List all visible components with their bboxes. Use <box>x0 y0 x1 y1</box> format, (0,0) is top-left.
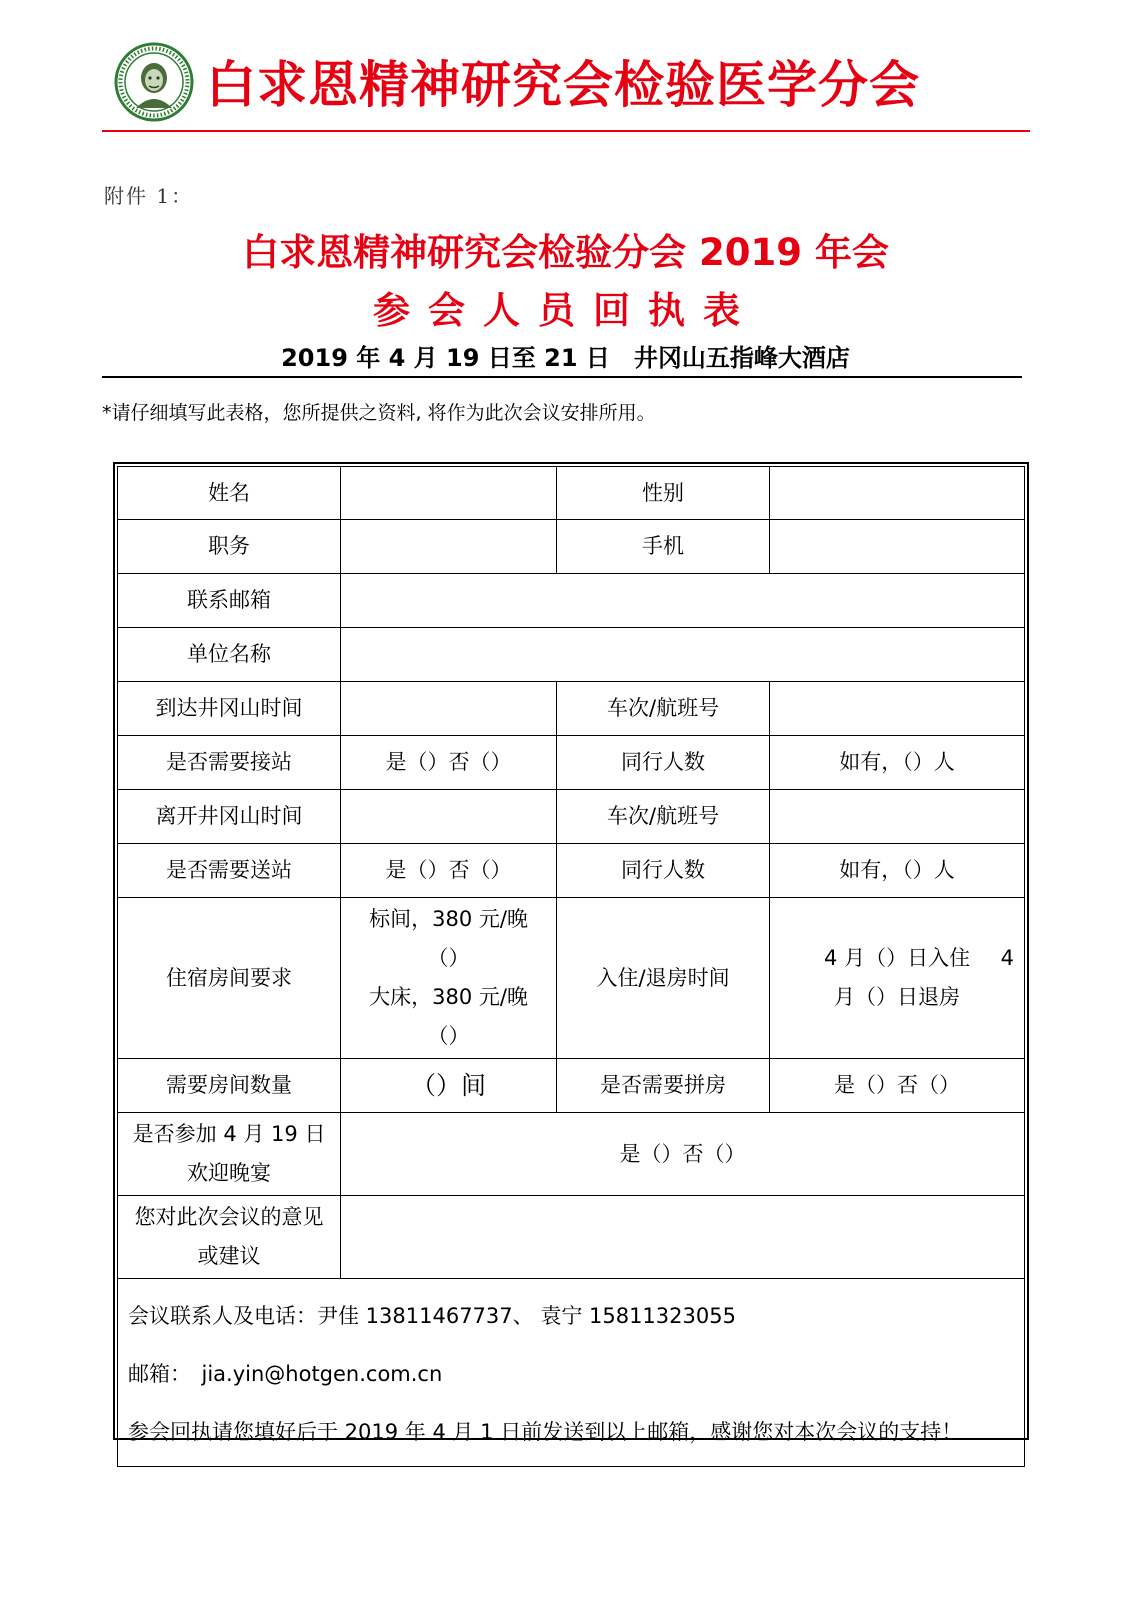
organization-label: 单位名称 <box>118 628 341 682</box>
departure-train-field[interactable] <box>770 790 1025 844</box>
feedback-label-line1: 您对此次会议的意见 <box>134 1205 324 1229</box>
submission-reminder: 参会回执请您填好后于 2019 年 4 月 1 日前发送到以上邮箱，感谢您对本次会议的支持！ <box>128 1420 963 1444</box>
room-option-standard-mark[interactable]: （） <box>427 946 470 970</box>
checkin-label: 入住/退房时间 <box>556 898 769 1059</box>
banquet-label-line2: 欢迎晚宴 <box>187 1161 272 1185</box>
dropoff-choice[interactable]: 是（）否（） <box>341 844 557 898</box>
room-option-king: 大床，380 元/晚 <box>369 985 528 1009</box>
departure-companions-field[interactable]: 如有，（）人 <box>770 844 1025 898</box>
contact-line: 会议联系人及电话：尹佳 13811467737、 袁宁 15811323055 <box>128 1304 736 1328</box>
organization-field[interactable] <box>341 628 1025 682</box>
gender-label: 性别 <box>556 467 769 520</box>
arrival-companions-field[interactable]: 如有，（）人 <box>770 736 1025 790</box>
mobile-label: 手机 <box>556 520 769 574</box>
banquet-label-line1: 是否参加 4 月 19 日 <box>132 1122 326 1146</box>
banquet-choice[interactable]: 是（）否（） <box>341 1113 1025 1196</box>
room-count-label: 需要房间数量 <box>118 1059 341 1113</box>
mobile-field[interactable] <box>770 520 1025 574</box>
checkin-tail: 4 <box>1000 946 1014 970</box>
arrival-time-label: 到达井冈山时间 <box>118 682 341 736</box>
position-label: 职务 <box>118 520 341 574</box>
departure-time-label: 离开井冈山时间 <box>118 790 341 844</box>
departure-companions-label: 同行人数 <box>556 844 769 898</box>
feedback-field[interactable] <box>341 1196 1025 1279</box>
document-subtitle: 参会人员回执表 <box>373 289 758 332</box>
arrival-train-field[interactable] <box>770 682 1025 736</box>
room-option-king-mark[interactable]: （） <box>427 1024 470 1048</box>
departure-train-label: 车次/航班号 <box>556 790 769 844</box>
feedback-label-line2: 或建议 <box>197 1244 261 1268</box>
position-field[interactable] <box>341 520 557 574</box>
registration-form <box>113 462 1029 1444</box>
room-count-field[interactable]: （）间 <box>341 1059 557 1113</box>
organization-name: 白求恩精神研究会检验医学分会 <box>206 56 920 114</box>
pickup-label: 是否需要接站 <box>118 736 341 790</box>
title-divider <box>102 376 1022 378</box>
society-logo <box>114 42 194 122</box>
document-title: 白求恩精神研究会检验分会 2019 年会 <box>242 231 889 274</box>
attachment-label: 附件 1： <box>104 184 194 208</box>
room-type-options[interactable] <box>341 898 557 1059</box>
checkin-text: 4 月（）日入住 <box>824 946 971 970</box>
room-option-standard: 标间，380 元/晚 <box>369 907 528 931</box>
pickup-choice[interactable]: 是（）否（） <box>341 736 557 790</box>
contact-email: 邮箱： jia.yin@hotgen.com.cn <box>128 1362 443 1386</box>
form-note: *请仔细填写此表格，您所提供之资料, 将作为此次会议安排所用。 <box>102 402 656 424</box>
share-room-label: 是否需要拼房 <box>556 1059 769 1113</box>
contact-info <box>118 1279 1025 1467</box>
email-field[interactable] <box>341 574 1025 628</box>
arrival-train-label: 车次/航班号 <box>556 682 769 736</box>
dropoff-label: 是否需要送站 <box>118 844 341 898</box>
departure-time-field[interactable] <box>341 790 557 844</box>
letterhead <box>114 42 1030 132</box>
gender-field[interactable] <box>770 467 1025 520</box>
date-location: 2019 年 4 月 19 日至 21 日 井冈山五指峰大酒店 <box>281 344 850 372</box>
checkout-date: 月（）日退房 <box>834 985 961 1009</box>
registration-table <box>117 466 1025 1467</box>
arrival-time-field[interactable] <box>341 682 557 736</box>
email-label: 联系邮箱 <box>118 574 341 628</box>
name-label: 姓名 <box>118 467 341 520</box>
room-type-label: 住宿房间要求 <box>118 898 341 1059</box>
arrival-companions-label: 同行人数 <box>556 736 769 790</box>
checkin-field[interactable] <box>770 898 1025 1059</box>
checkin-date <box>776 939 1018 978</box>
header-divider <box>102 130 1030 132</box>
share-room-choice[interactable]: 是（）否（） <box>770 1059 1025 1113</box>
feedback-label <box>118 1196 341 1279</box>
name-field[interactable] <box>341 467 557 520</box>
banquet-label <box>118 1113 341 1196</box>
